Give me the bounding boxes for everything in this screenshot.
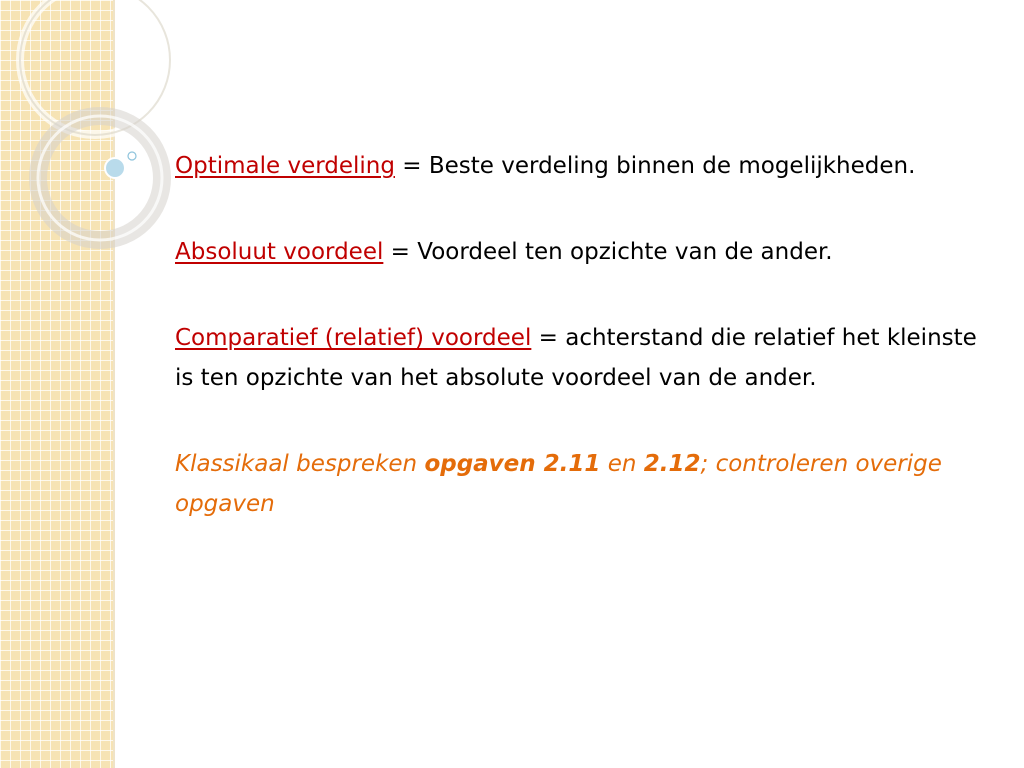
term-optimale-verdeling: Optimale verdeling [175,153,395,179]
decorative-circles [0,0,200,260]
note-text: Klassikaal bespreken [175,451,425,477]
slide-content [175,146,985,570]
definition-comparatief-voordeel [175,318,985,398]
note-text: en [600,451,644,477]
note-bold-number: 2.12 [643,451,701,477]
blue-bullet-dot-icon [105,158,125,178]
note-bold-opgaven: opgaven 2.11 [424,451,601,477]
definition-absoluut-voordeel [175,232,985,272]
term-comparatief-voordeel: Comparatief (relatief) voordeel [175,325,532,351]
note-text: ; controleren overige opgaven [175,451,942,517]
term-absoluut-voordeel: Absoluut voordeel [175,239,384,265]
definition-text: = achterstand die relatief het kleinste is ten opzichte van het absolute voordeel van de ander. [175,325,977,391]
definition-text: = Beste verdeling binnen de mogelijkheden. [394,153,916,179]
small-bullet-ring-icon [128,152,136,160]
definition-optimale-verdeling [175,146,985,186]
assignment-note [175,444,985,524]
definition-text: = Voordeel ten opzichte van de ander. [383,239,833,265]
